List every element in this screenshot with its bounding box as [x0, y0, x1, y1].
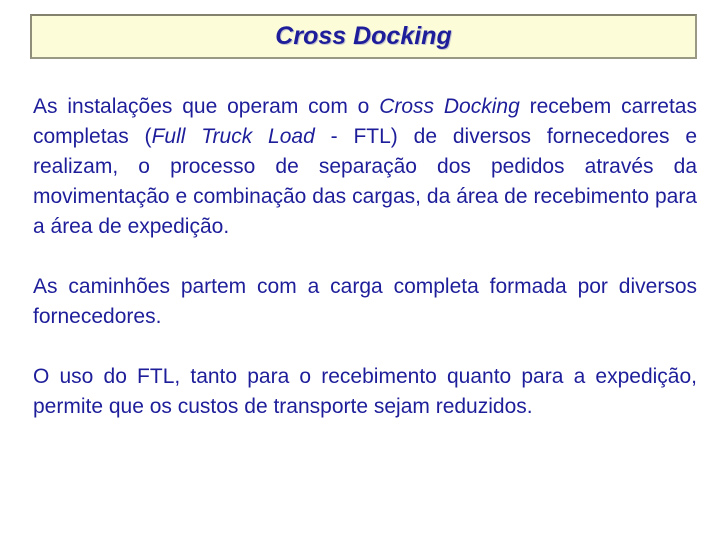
paragraph-cross-docking-definition — [33, 92, 697, 242]
paragraph-3-segment-1: O uso do FTL, tanto para o recebimento quanto para a expedição, permite que os custos de transporte sejam reduzidos. — [33, 365, 697, 418]
paragraph-1-segment-5: - FTL) de diversos fornecedores e realizam, o processo de separação dos pedidos através da movimentação e combinação das cargas, da área de recebimento para a área de expedição. — [33, 125, 697, 238]
paragraph-ftl-cost-reduction — [33, 362, 697, 422]
title-box — [30, 14, 697, 59]
paragraph-1-segment-3: recebem carretas completas ( — [33, 95, 697, 148]
paragraph-1-segment-1: As instalações que operam com o — [33, 95, 380, 118]
paragraph-2-segment-1: As caminhões partem com a carga completa formada por diversos fornecedores. — [33, 275, 697, 328]
paragraph-1-segment-2-italic: Cross Docking — [379, 95, 520, 118]
paragraph-trucks-depart — [33, 272, 697, 332]
slide-body — [33, 92, 697, 422]
paragraph-1-segment-4-italic: Full Truck Load — [151, 125, 315, 148]
slide-title: Cross Docking — [275, 22, 452, 50]
